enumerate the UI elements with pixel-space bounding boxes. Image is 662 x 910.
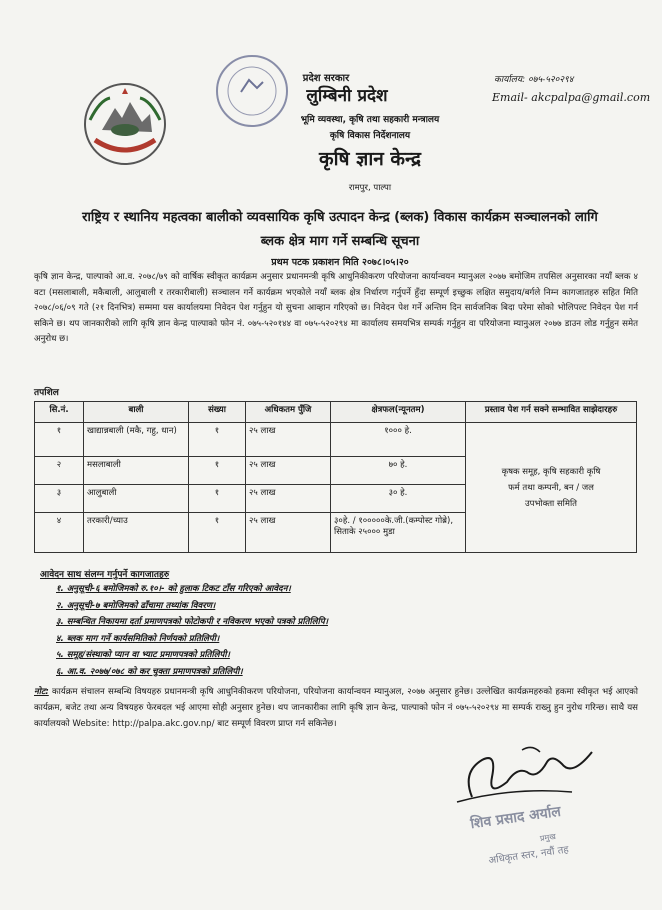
cell-count: १ <box>189 485 246 513</box>
cell-crop: आलुबाली <box>84 485 189 513</box>
col-header: क्षेत्रफल(न्यूनतम) <box>331 402 466 423</box>
cell-area: ३० हे. <box>331 485 466 513</box>
cell-crop: खाद्यान्नबाली (मकै, गहु, धान) <box>84 423 189 457</box>
cell-partners: कृषक समूह, कृषि सहकारी कृषि फर्म तथा कम्पनी, बन / जल उपभोक्ता समिति <box>466 423 637 553</box>
cell-crop: मसलाबाली <box>84 457 189 485</box>
documents-heading: आवेदन साथ संलग्न गर्नुपर्ने कागजातहरु <box>40 570 170 580</box>
handwritten-signature-icon <box>452 742 602 812</box>
documents-list <box>56 582 328 682</box>
cell-count: १ <box>189 423 246 457</box>
col-header: बाली <box>84 402 189 423</box>
list-item: २. अनुसूची-७ बमोजिमको ढाँचामा तथ्यांक विवरण। <box>56 600 216 611</box>
table-header-row <box>35 402 637 423</box>
list-item: ६. आ.व. २०७७/०७८ को कर चुक्ता प्रमाणपत्रको प्रतिलिपी। <box>56 666 243 677</box>
note-label: नोट: <box>34 687 49 697</box>
notice-title-line2: ब्लक क्षेत्र माग गर्ने सम्बन्धि सूचना <box>260 234 420 249</box>
list-item: ३. सम्बन्धित निकायमा दर्ता प्रमाणपत्रको फोटोकपी र नविकरण भएको पत्रको प्रतिलिपि। <box>56 617 328 628</box>
cell-area: १००० हे. <box>331 423 466 457</box>
gov-label: प्रदेश सरकार <box>302 73 350 84</box>
cell-count: १ <box>189 513 246 553</box>
cell-crop: तरकारी/च्याउ <box>84 513 189 553</box>
office-phone: कार्यालय: ०७५-५२०२९४ <box>494 75 574 85</box>
note-paragraph <box>34 685 638 732</box>
note-text: कार्यक्रम संचालन सम्बन्धि विषयहरु प्रधानमन्त्री कृषि आधुनिकीकरण परियोजना, परियोजना कार्यान्वयन म्यानुअल, २०७७ अनुसार हुनेछ। उल्लेखित कार्यक्रमहरुको हकमा स्वीकृत भई आएको कार्यक्रम, बजेट तथा अन्य विषयहरु फेरबदल भई आएमा सोही अनुसार हुनेछ। थप जानकारीका लागि कृषि ज्ञान केन्द्र, पाल्पाको फोन नं ०७५-५२०२९४ मा सम्पर्क राख्नु हुन नुरोध गरिन्छ। साथै यस कार्यालयको Website: http://palpa.akc.gov.np/ बाट सम्पूर्ण विवरण प्राप्त गर्न सकिनेछ। <box>34 687 638 729</box>
cell-count: १ <box>189 457 246 485</box>
notice-body: कृषि ज्ञान केन्द्र, पाल्पाको आ.व. २०७८/७९ को वार्षिक स्वीकृत कार्यक्रम अनुसार प्रधानमन्त्री कृषि आधुनिकीकरण परियोजना कार्यान्वयन म्यानुअल २०७७ बमोजिम तपसिल अनुसारका नयाँ ब्लक ४ वटा (मसलाबाली, मकैबाली, आलुबाली र तरकारीबाली) सञ्चालन गर्ने कार्यक्रम भएकोले नयाँ ब्लक क्षेत्र निर्धारण गर्नुपर्ने हुँदा सम्पूर्ण इच्छुक लक्षित समुदाय/बर्गले निम्न कागजातहरु सहित मिति २०७८/०६/०९ गते (२१ दिनभित्र) सम्ममा यस कार्यालयमा निवेदन पेश गर्नुहुन यो सुचना आव्हान गरिएको छ। निवेदन पेश गर्ने अन्तिम दिन सार्वजनिक बिदा परेमा सोको भोलिपल्ट निवेदन पेश गर्न सकिने छ। थप जानकारीको लागि कृषि ज्ञान केन्द्र पाल्पाको फोन नं. ०७५-५२०१४४ वा ०७५-५२०२९४ मा कार्यालय समयभित्र सम्पर्क गर्नुहुन वा परियोजना म्यानुअल २०७७ डाउन लोड गर्नुहुन समेत अनुरोध छ। <box>34 272 638 345</box>
office-email: Email- akcpalpa@gmail.com <box>492 91 651 104</box>
signatory-position: प्रमुख <box>539 831 557 844</box>
cell-area: ७० हे. <box>331 457 466 485</box>
list-item: ५. समूह/संस्थाको प्यान वा भ्याट प्रमाणपत्रको प्रतिलिपी। <box>56 650 230 661</box>
signatory-level: अधिकृत स्तर, नवौं तह <box>487 844 570 867</box>
col-header: प्रस्ताव पेश गर्न सक्ने सम्भावित साझेदारहरु <box>466 402 637 423</box>
cell-area: ३०हे. / १०००००के.जी.(कम्पोस्ट गोब्रे), सिताके २५००० मुडा <box>331 513 466 553</box>
publication-date: प्रथम पटक प्रकाशन मिति २०७८।०५।२० <box>271 257 409 268</box>
cell-sn: ३ <box>35 485 84 513</box>
cell-sn: २ <box>35 457 84 485</box>
block-table <box>34 401 637 553</box>
province-title: लुम्बिनी प्रदेश <box>306 86 388 106</box>
col-header: अधिकतम पुँजि <box>246 402 331 423</box>
directorate-title: कृषि विकास निर्देशनालय <box>329 131 411 141</box>
details-label: तपशिल <box>34 388 59 398</box>
notice-title-line1: राष्ट्रिय र स्थानिय महत्वका बालीको व्यवसायिक कृषि उत्पादन केन्द्र (ब्लक) विकास कार्यक्रम सञ्चालनको लागि <box>82 210 598 225</box>
cell-capital: २५ लाख <box>246 485 331 513</box>
office-title: कृषि ज्ञान केन्द्र <box>319 148 421 170</box>
cell-sn: ४ <box>35 513 84 553</box>
signatory-name: शिव प्रसाद अर्याल <box>469 803 562 833</box>
list-item: ४. ब्लक माग गर्ने कार्यसमितिको निर्णयको प्रतिलिपी। <box>56 633 220 644</box>
table-row <box>35 423 637 457</box>
office-address: रामपुर, पाल्पा <box>348 183 392 193</box>
list-item: १. अनुसूची-६ बमोजिमको रु.१०।- को हुलाक टिकट टाँस गरिएको आवेदन। <box>56 584 291 594</box>
col-header: संख्या <box>189 402 246 423</box>
ministry-title: भूमि व्यवस्था, कृषि तथा सहकारी मन्त्रालय <box>300 115 440 125</box>
cell-capital: २५ लाख <box>246 457 331 485</box>
cell-capital: २५ लाख <box>246 423 331 457</box>
nepal-emblem-icon <box>80 80 170 168</box>
cell-capital: २५ लाख <box>246 513 331 553</box>
col-header: सि.नं. <box>35 402 84 423</box>
cell-sn: १ <box>35 423 84 457</box>
